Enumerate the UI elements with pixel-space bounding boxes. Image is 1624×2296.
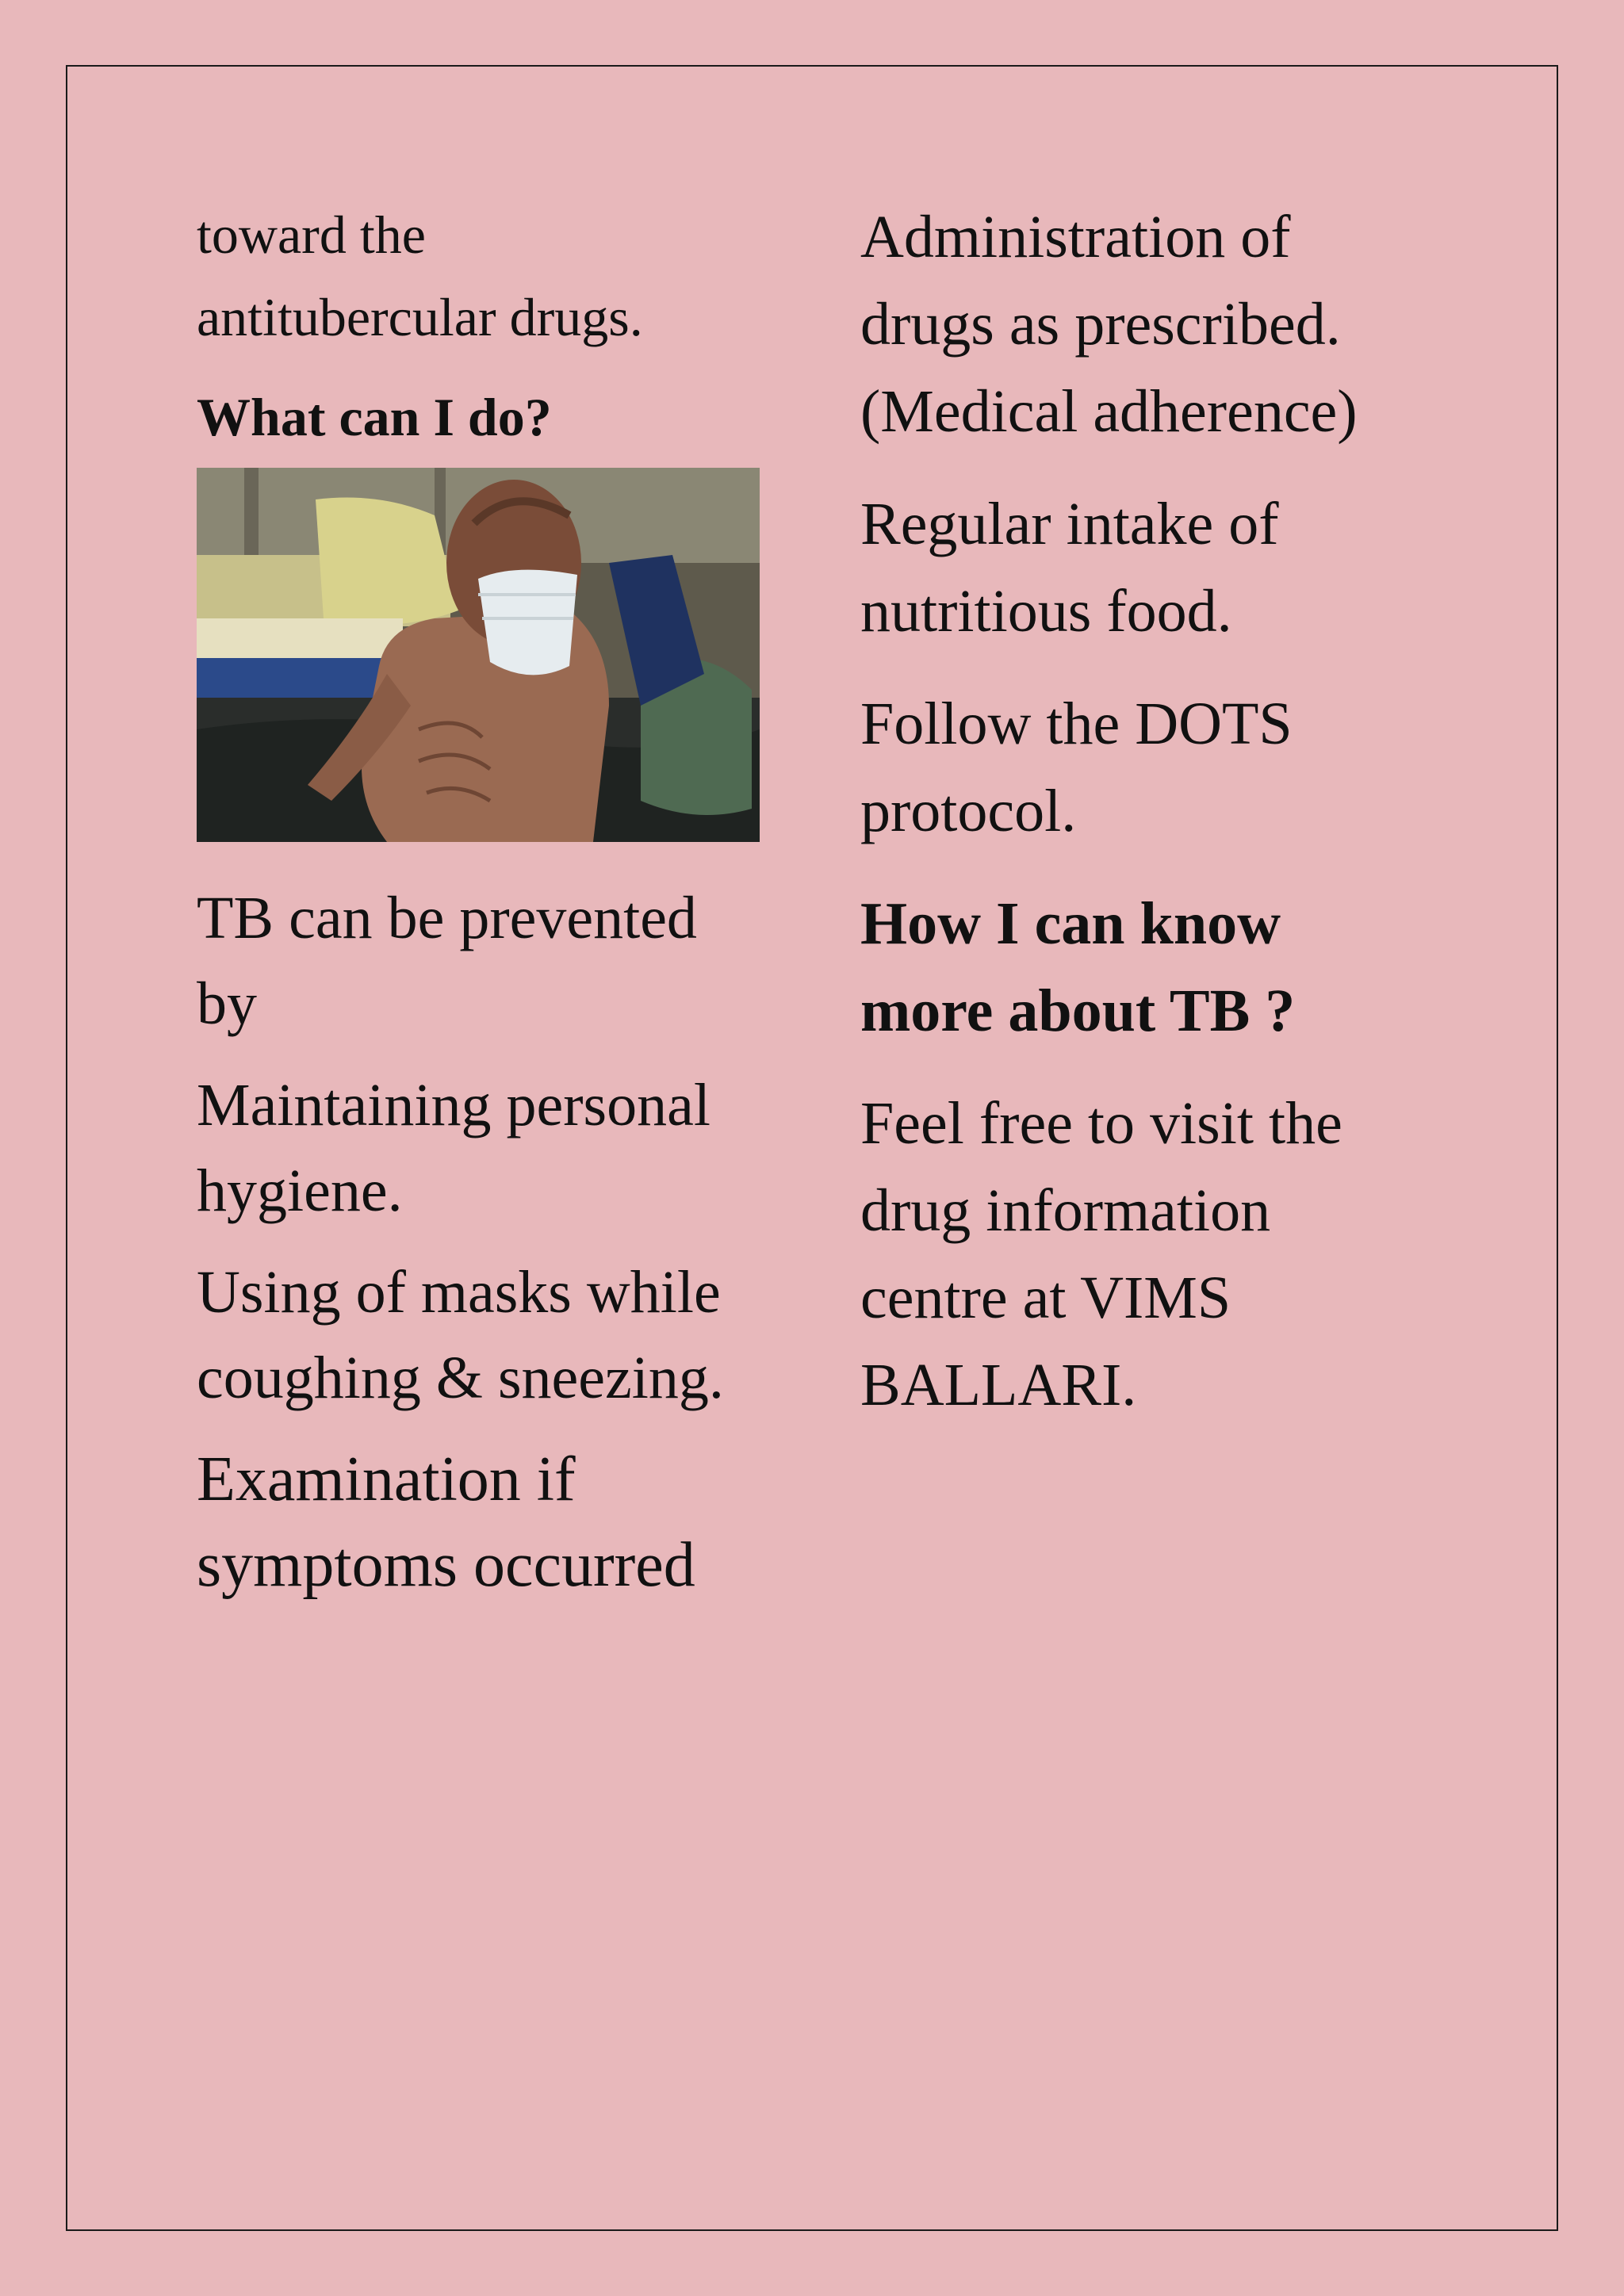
- left-column: [197, 193, 799, 1608]
- visit-paragraph: [860, 1080, 1519, 1429]
- masks-line: Using of masks while: [197, 1259, 721, 1326]
- administration-line: (Medical adherence): [860, 378, 1358, 445]
- dots-line: protocol.: [860, 778, 1077, 844]
- masked-patient-photo: [197, 468, 760, 842]
- nutrition-line: Regular intake of: [860, 491, 1279, 557]
- hygiene-line: hygiene.: [197, 1158, 403, 1224]
- intro-line: antitubercular drugs.: [197, 287, 643, 347]
- visit-line: BALLARI.: [860, 1352, 1137, 1418]
- nutrition-paragraph: [860, 480, 1519, 655]
- intro-line: toward the: [197, 205, 426, 265]
- examination-line: symptoms occurred: [197, 1530, 695, 1600]
- dots-line: Follow the DOTS: [860, 691, 1293, 757]
- prevention-line: by: [197, 970, 257, 1037]
- prevention-line: TB can be prevented: [197, 885, 697, 951]
- know-more-heading-line: How I can know: [860, 890, 1281, 957]
- dots-paragraph: [860, 680, 1519, 855]
- know-more-heading-line: more about TB ?: [860, 978, 1296, 1044]
- examination-paragraph: [197, 1437, 799, 1608]
- administration-paragraph: [860, 193, 1519, 455]
- intro-paragraph: [197, 193, 799, 358]
- prevention-intro-paragraph: [197, 875, 799, 1047]
- visit-line: centre at VIMS: [860, 1265, 1231, 1331]
- masks-paragraph: [197, 1249, 799, 1421]
- know-more-heading: [860, 880, 1519, 1054]
- hygiene-line: Maintaining personal: [197, 1072, 710, 1138]
- what-can-i-do-heading: What can I do?: [197, 387, 552, 447]
- visit-line: Feel free to visit the: [860, 1090, 1342, 1157]
- visit-line: drug information: [860, 1177, 1271, 1244]
- administration-line: Administration of: [860, 204, 1291, 270]
- photo-illustration: [197, 468, 760, 842]
- nutrition-line: nutritious food.: [860, 578, 1232, 645]
- right-column: [860, 193, 1519, 1429]
- hygiene-paragraph: [197, 1062, 799, 1234]
- masks-line: coughing & sneezing.: [197, 1345, 724, 1411]
- examination-line: Examination if: [197, 1445, 576, 1514]
- administration-line: drugs as prescribed.: [860, 291, 1341, 358]
